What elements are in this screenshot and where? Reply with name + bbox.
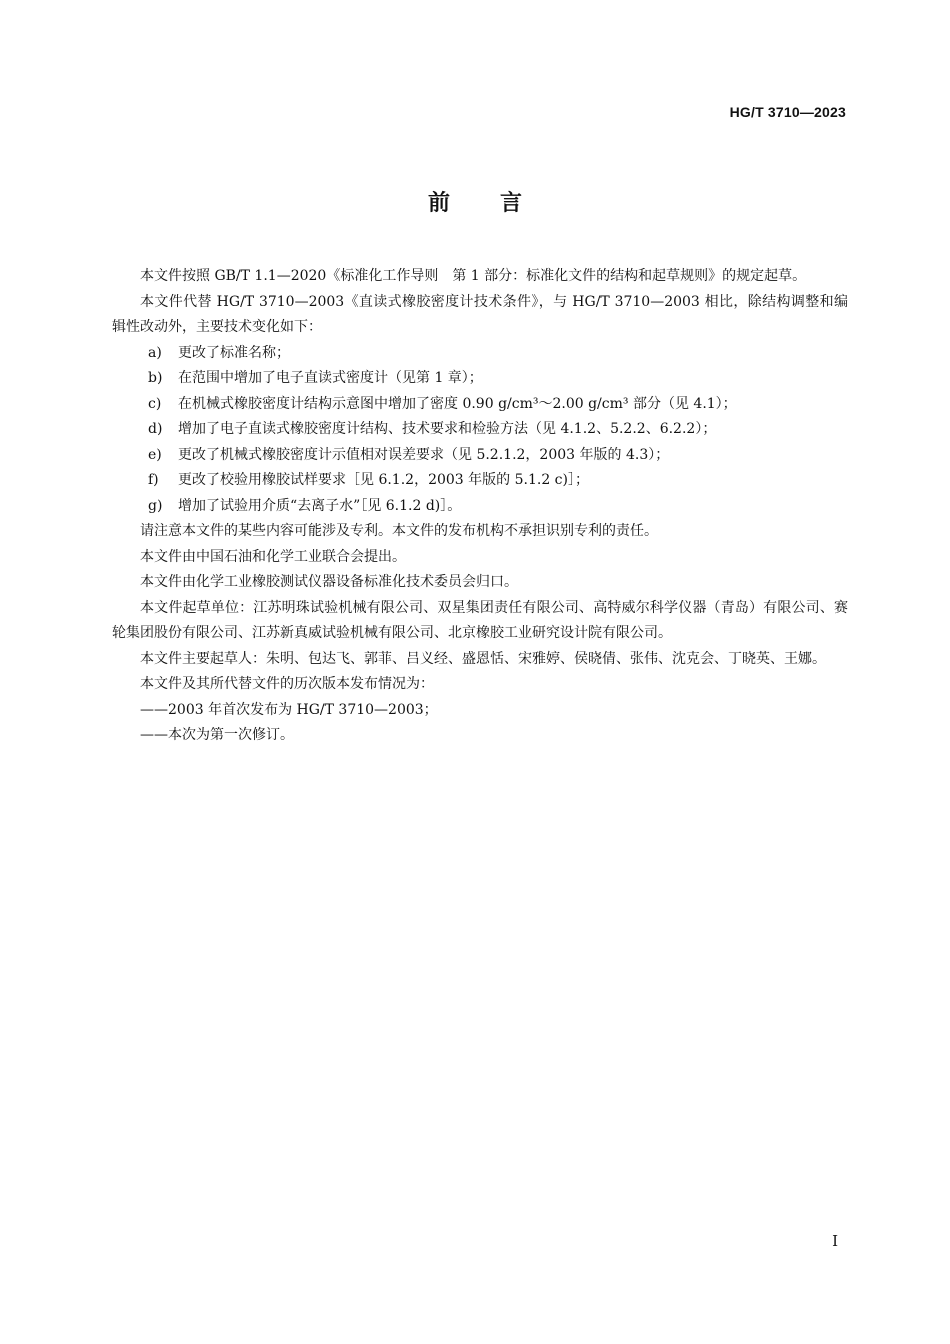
change-list <box>112 341 848 520</box>
list-item <box>112 443 848 469</box>
page-title: 前言 <box>427 191 572 216</box>
list-marker: e) <box>148 446 162 463</box>
list-item <box>112 494 848 520</box>
list-text: 增加了试验用介质“去离子水”［见 6.1.2 d)］。 <box>178 497 462 514</box>
document-code: HG/T 3710—2023 <box>729 104 846 120</box>
intro-paragraph-1: 本文件按照 GB/T 1.1—2020《标准化工作导则 第 1 部分：标准化文件的结构和起草规则》的规定起草。 <box>140 268 807 284</box>
patent-notice: 请注意本文件的某些内容可能涉及专利。本文件的发布机构不承担识别专利的责任。 <box>140 523 658 539</box>
history-intro: 本文件及其所代替文件的历次版本发布情况为： <box>140 676 434 692</box>
history-item-2: ——本次为第一次修订。 <box>140 727 294 743</box>
list-marker: g) <box>148 497 163 514</box>
list-marker: f) <box>148 472 159 488</box>
list-item <box>112 417 848 443</box>
list-item <box>112 366 848 392</box>
list-item <box>112 392 848 418</box>
list-text: 在范围中增加了电子直读式密度计（见第 1 章）； <box>178 370 483 386</box>
drafting-units: 本文件起草单位：江苏明珠试验机械有限公司、双星集团责任有限公司、高特威尔科学仪器（青岛）有限公司、赛轮集团股份有限公司、江苏新真威试验机械有限公司、北京橡胶工业研究设计院有限公司。 <box>112 599 848 641</box>
list-marker: d) <box>148 421 163 437</box>
list-text: 更改了机械式橡胶密度计示值相对误差要求（见 5.2.1.2，2003 年版的 4.3）； <box>178 446 670 463</box>
list-item <box>112 468 848 494</box>
list-text: 更改了标准名称； <box>178 344 290 361</box>
proposer-statement: 本文件由中国石油和化学工业联合会提出。 <box>140 548 406 565</box>
page-number: I <box>832 1232 838 1250</box>
list-text: 增加了电子直读式橡胶密度计结构、技术要求和检验方法（见 4.1.2、5.2.2、6.2.2）； <box>178 421 717 437</box>
foreword-body <box>112 264 848 749</box>
list-marker: a) <box>148 344 162 361</box>
list-text: 更改了校验用橡胶试样要求［见 6.1.2，2003 年版的 5.1.2 c)］； <box>178 472 589 488</box>
list-marker: c) <box>148 395 162 412</box>
drafters: 本文件主要起草人：朱明、包达飞、郭菲、吕义经、盛恩恬、宋雅婷、侯晓倩、张伟、沈克会、丁晓英、王娜。 <box>140 650 826 667</box>
list-text: 在机械式橡胶密度计结构示意图中增加了密度 0.90 g/cm³～2.00 g/cm³ 部分（见 4.1）； <box>178 395 737 412</box>
list-marker: b) <box>148 370 163 386</box>
history-item-1: ——2003 年首次发布为 HG/T 3710—2003； <box>140 701 438 718</box>
intro-paragraph-2: 本文件代替 HG/T 3710—2003《直读式橡胶密度计技术条件》，与 HG/T 3710—2003 相比，除结构调整和编辑性改动外，主要技术变化如下： <box>112 293 848 335</box>
committee-statement: 本文件由化学工业橡胶测试仪器设备标准化技术委员会归口。 <box>140 574 518 590</box>
list-item <box>112 341 848 367</box>
